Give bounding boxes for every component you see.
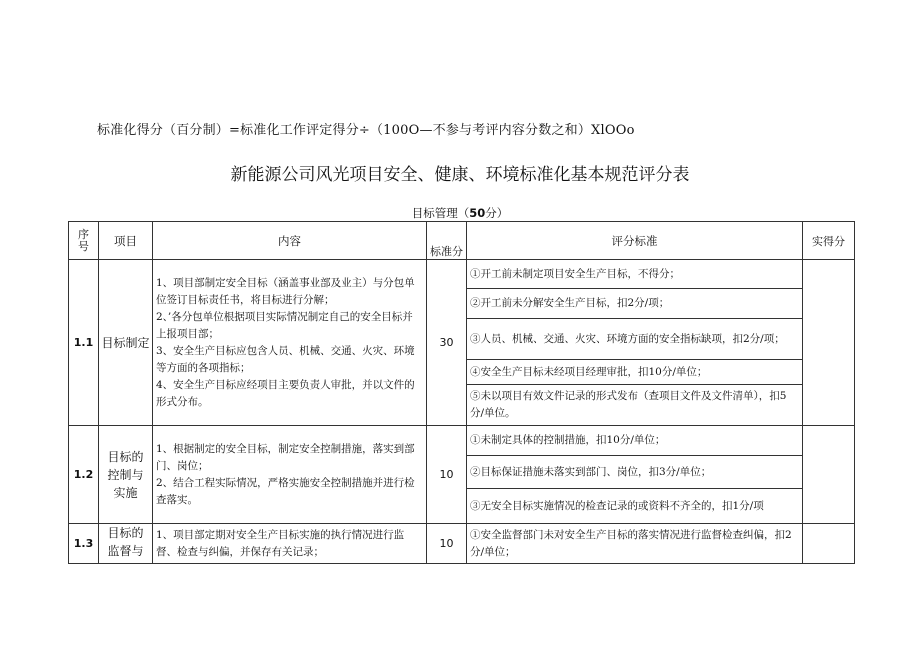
table-row: [69, 524, 855, 564]
criteria-item: ⑤未以项目有效文件记录的形式发布（查项目文件及文件清单），扣5分/单位。: [470, 390, 787, 419]
section-label: 目标管理（: [411, 206, 470, 220]
table-row: [69, 426, 855, 524]
criteria-item: ①未制定具体的控制措施，扣10分/单位；: [467, 426, 802, 456]
row-item: 目标制定: [99, 260, 153, 426]
row-standard-score: 10: [427, 426, 467, 524]
section-points: 50: [469, 206, 486, 220]
row-standard-score: 30: [427, 260, 467, 426]
table-row: [69, 260, 855, 426]
row-content: [153, 426, 427, 524]
header-seq: 序号: [69, 222, 99, 260]
row-item: [99, 524, 153, 564]
row-content: [153, 524, 427, 564]
section-suffix: 分）: [485, 206, 509, 220]
content-line: 1、项目部制定安全目标（涵盖事业部及业主）与分包单位签订目标责任书，将目标进行分解；: [156, 276, 415, 306]
content-line: 2、’各分包单位根据项目实际情况制定自己的安全目标并上报项目部；: [156, 310, 413, 340]
row-actual-score[interactable]: [803, 426, 855, 524]
content-line: 1、项目部定期对安全生产目标实施的执行情况进行监督、检查与纠偏，并保存有关记录；: [156, 528, 405, 558]
header-criteria: 评分标准: [467, 222, 803, 260]
row-number: 1.3: [69, 524, 99, 564]
header-standard-score: 标准分: [427, 222, 467, 260]
row-actual-score[interactable]: [803, 524, 855, 564]
criteria-item: ①开工前未制定项目安全生产目标，不得分；: [467, 260, 802, 289]
content-line: 2、结合工程实际情况，严格实施安全控制措施并进行检查落实。: [156, 476, 415, 506]
row-standard-score: 10: [427, 524, 467, 564]
header-content: 内容: [153, 222, 427, 260]
content-line: 3、安全生产目标应包含人员、机械、交通、火灾、环境等方面的各项指标；: [156, 344, 415, 374]
table-header-row: [69, 222, 855, 260]
row-item-text: 目标的监督与: [107, 526, 144, 558]
criteria-item: ③无安全目标实施情况的检查记录的或资料不齐全的，扣1分/项: [470, 499, 764, 512]
row-criteria: [467, 524, 803, 564]
scoring-table: [68, 221, 855, 564]
row-number: 1.2: [69, 426, 99, 524]
row-criteria: [467, 260, 803, 426]
section-title: [0, 205, 920, 221]
row-actual-score[interactable]: [803, 260, 855, 426]
row-criteria: [467, 426, 803, 524]
row-item: 目标的控制与实施: [99, 426, 153, 524]
header-actual-score: 实得分: [803, 222, 855, 260]
content-line: 4、安全生产目标应经项目主要负责人审批，并以文件的形式分布。: [156, 378, 415, 408]
header-item: 项目: [99, 222, 153, 260]
score-formula: 标准化得分（百分制）=标准化工作评定得分÷（100O—不参与考评内容分数之和）XlOOo: [97, 123, 635, 138]
page-title: 新能源公司风光项目安全、健康、环境标准化基本规范评分表: [230, 165, 690, 185]
criteria-item: ③人员、机械、交通、火灾、环境方面的安全指标缺项，扣2分/项；: [467, 319, 802, 360]
criteria-item: ④安全生产目标未经项目经理审批，扣10分/单位；: [467, 360, 802, 385]
row-content: [153, 260, 427, 426]
criteria-item: ①安全监督部门未对安全生产目标的落实情况进行监督检查纠偏，扣2分/单位；: [470, 528, 792, 558]
row-number: 1.1: [69, 260, 99, 426]
content-line: 1、根据制定的安全目标，制定安全控制措施，落实到部门、岗位；: [156, 442, 415, 472]
criteria-item: ②开工前未分解安全生产目标，扣2分/项；: [467, 289, 802, 319]
criteria-item: ②目标保证措施未落实到部门、岗位，扣3分/单位；: [467, 456, 802, 489]
